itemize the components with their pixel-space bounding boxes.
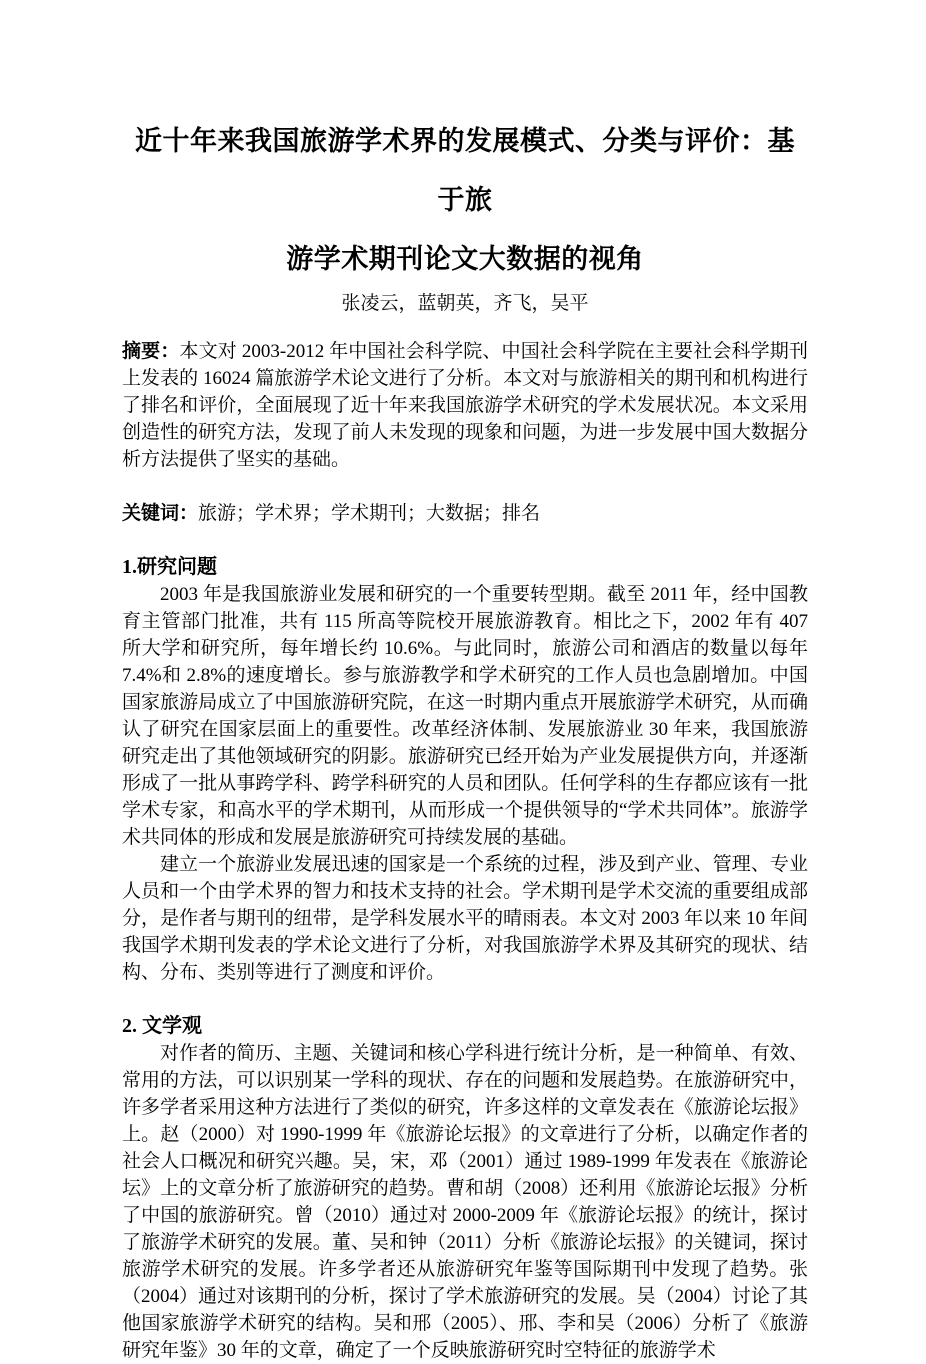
section-1-heading: 1.研究问题 bbox=[122, 556, 217, 578]
abstract-paragraph bbox=[122, 338, 808, 473]
paper-title-line-1: 近十年来我国旅游学术界的发展模式、分类与评价：基于旅 bbox=[135, 126, 795, 215]
paper-title bbox=[122, 112, 808, 289]
section-1-paragraph-1: 2003 年是我国旅游业发展和研究的一个重要转型期。截至 2011 年，经中国教育主管部门批准，共有 115 所高等院校开展旅游教育。相比之下，2002 年有 407 所大学和研究所，每年增长约 10.6%。与此同时，旅游公司和酒店的数量以每年 7.4%和 2.8%的速度增长。参与旅游教学和学术研究的工作人员也急剧增加。中国国家旅游局成立了中国旅游研究院，在这一时期内重点开展旅游学术研究，从而确认了研究在国家层面上的重要性。改革经济体制、发展旅游业 30 年来，我国旅游研究走出了其他领域研究的阴影。旅游研究已经开始为产业发展提供方向，并逐渐形成了一批从事跨学科、跨学科研究的人员和团队。任何学科的生存都应该有一批学术专家，和高水平的学术期刊，从而形成一个提供领导的“学术共同体”。旅游学术共同体的形成和发展是旅游研究可持续发展的基础。 bbox=[122, 584, 808, 848]
abstract-label: 摘要： bbox=[122, 341, 180, 362]
authors-line: 张凌云，蓝朝英，齐飞，吴平 bbox=[341, 293, 589, 314]
keywords-label: 关键词： bbox=[122, 503, 199, 524]
section-2-paragraph-1: 对作者的简历、主题、关键词和核心学科进行统计分析，是一种简单、有效、常用的方法，可以识别某一学科的现状、存在的问题和发展趋势。在旅游研究中，许多学者采用这种方法进行了类似的研究，许多这样的文章发表在《旅游论坛报》上。赵（2000）对 1990-1999 年《旅游论坛报》的文章进行了分析，以确定作者的社会人口概况和研究兴趣。吴，宋，邓（2001）通过 1989-1999 年发表在《旅游论坛》上的文章分析了旅游研究的趋势。曹和胡（2008）还利用《旅游论坛报》分析了中国的旅游研究。曾（2010）通过对 2000-2009 年《旅游论坛报》的统计，探讨了旅游学术研究的发展。董、吴和钟（2011）分析《旅游论坛报》的关键词，探讨旅游学术研究的发展。许多学者还从旅游研究年鉴等国际期刊中发现了趋势。张（2004）通过对该期刊的分析，探讨了学术旅游研究的发展。吴（2004）讨论了其他国家旅游学术研究的结构。吴和邢（2005）、邢、李和吴（2006）分析了《旅游研究年鉴》30 年的文章，确定了一个反映旅游研究时空特征的旅游学术 bbox=[122, 1043, 808, 1361]
section-2-heading: 2. 文学观 bbox=[122, 1015, 202, 1037]
paper-title-line-2: 游学术期刊论文大数据的视角 bbox=[286, 244, 644, 274]
keywords-line bbox=[122, 500, 808, 527]
section-1-paragraph-2: 建立一个旅游业发展迅速的国家是一个系统的过程，涉及到产业、管理、专业人员和一个由学术界的智力和技术支持的社会。学术期刊是学术交流的重要组成部分，是作者与期刊的纽带，是学科发展水平的晴雨表。本文对 2003 年以来 10 年间我国学术期刊发表的学术论文进行了分析，对我国旅游学术界及其研究的现状、结构、分布、类别等进行了测度和评价。 bbox=[122, 854, 808, 983]
keywords-text: 旅游；学术界；学术期刊；大数据；排名 bbox=[198, 503, 541, 524]
abstract-text: 本文对 2003-2012 年中国社会科学院、中国社会科学院在主要社会科学期刊上发表的 16024 篇旅游学术论文进行了分析。本文对与旅游相关的期刊和机构进行了排名和评价，全面展现了近十年来我国旅游学术研究的学术发展状况。本文采用创造性的研究方法，发现了前人未发现的现象和问题，为进一步发展中国大数据分析方法提供了坚实的基础。 bbox=[122, 341, 808, 470]
